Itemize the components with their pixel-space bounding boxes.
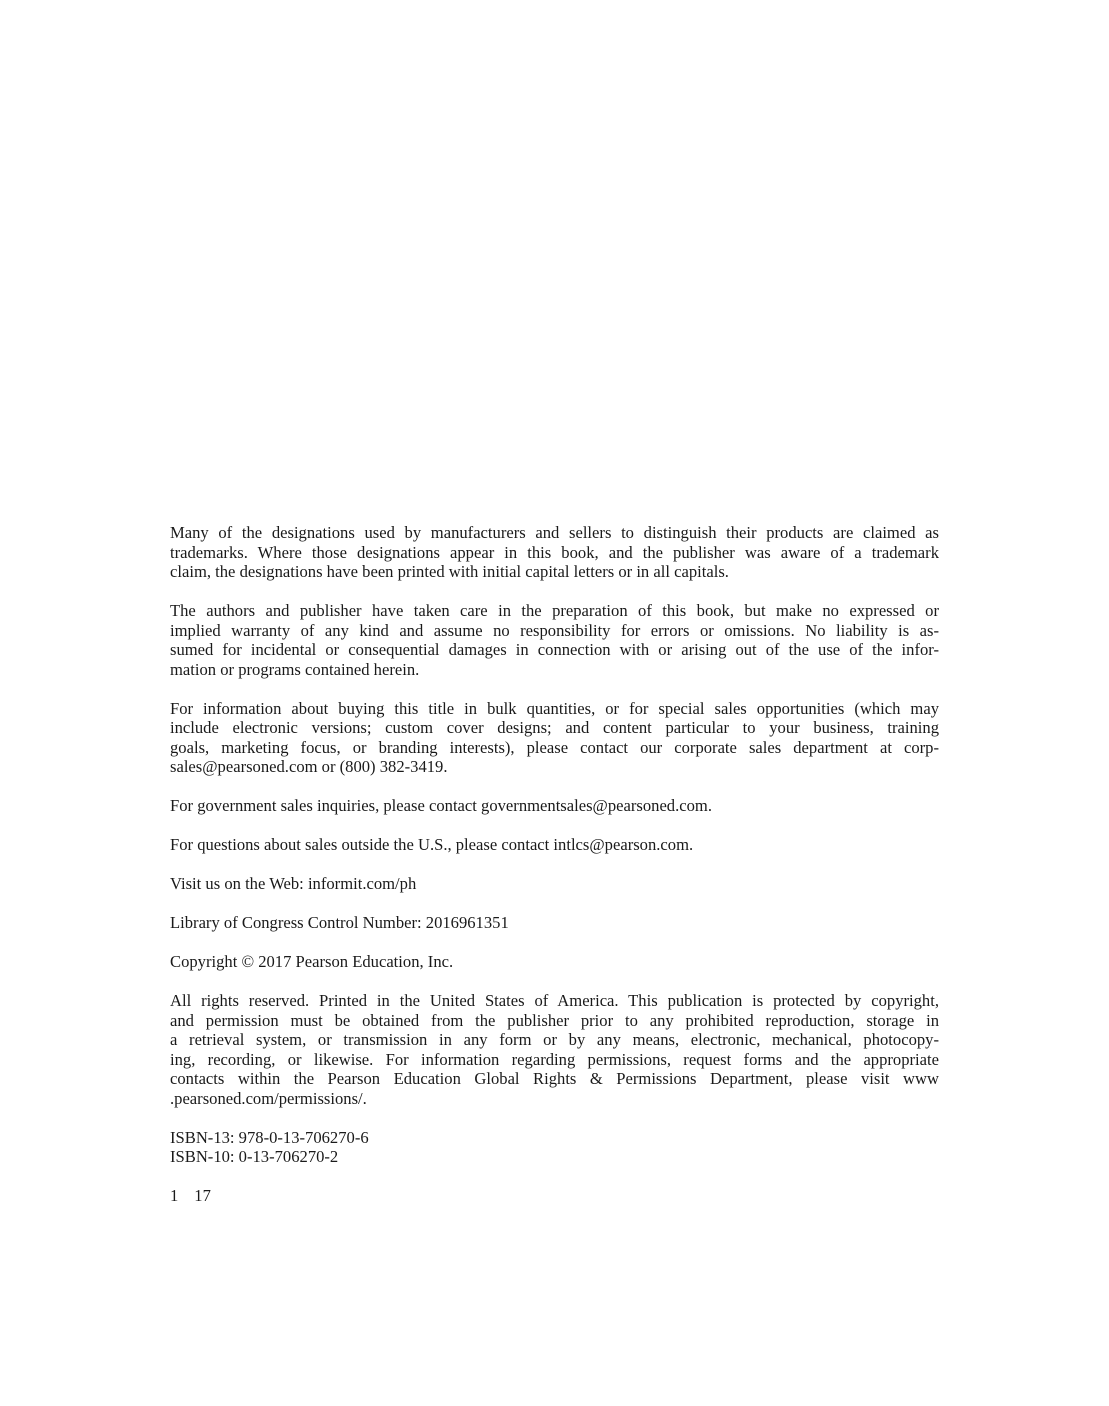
- rights-reserved-notice: [170, 991, 939, 1108]
- text-line: include electronic versions; custom cover designs; and content particular to your business, training: [170, 718, 939, 737]
- text-line: sales@pearsoned.com or (800) 382-3419.: [170, 757, 448, 776]
- text-line: sumed for incidental or consequential damages in connection with or arising out of the use of the infor-: [170, 640, 939, 659]
- text-line: .pearsoned.com/permissions/.: [170, 1088, 367, 1108]
- trademark-notice: [170, 523, 939, 582]
- text-line: implied warranty of any kind and assume no responsibility for errors or omissions. No liability is as-: [170, 620, 939, 640]
- international-sales-contact: For questions about sales outside the U.S., please contact intlcs@pearson.com.: [170, 835, 694, 854]
- isbn13-line: ISBN-13: 978-0-13-706270-6: [170, 1127, 369, 1147]
- copyright-line: Copyright © 2017 Pearson Education, Inc.: [170, 952, 454, 971]
- text-line: a retrieval system, or transmission in any form or by any means, electronic, mechanical, photocopy-: [170, 1030, 939, 1049]
- copyright-page-block: [170, 523, 939, 1225]
- lccn-line: Library of Congress Control Number: 2016961351: [170, 913, 509, 932]
- text-line: Many of the designations used by manufacturers and sellers to distinguish their products are claimed as: [170, 523, 939, 542]
- text-line: contacts within the Pearson Education Global Rights & Permissions Department, please visit www: [170, 1069, 939, 1088]
- text-line: claim, the designations have been printed with initial capital letters or in all capitals.: [170, 562, 729, 581]
- text-line: For information about buying this title in bulk quantities, or for special sales opportunities (which may: [170, 698, 939, 718]
- warranty-disclaimer: [170, 601, 939, 679]
- printing-line: [170, 1186, 939, 1206]
- text-line: and permission must be obtained from the publisher prior to any prohibited reproduction, storage in: [170, 1010, 939, 1030]
- isbn10-line: ISBN-10: 0-13-706270-2: [170, 1147, 339, 1166]
- text-line: All rights reserved. Printed in the United States of America. This publication is protected by copyright,: [170, 991, 939, 1010]
- website-line: Visit us on the Web: informit.com/ph: [170, 874, 417, 893]
- text-line: goals, marketing focus, or branding interests), please contact our corporate sales department at corp-: [170, 737, 939, 757]
- text-line: ing, recording, or likewise. For information regarding permissions, request forms and the appropriate: [170, 1049, 939, 1069]
- text-line: mation or programs contained herein.: [170, 659, 420, 679]
- government-sales-contact: For government sales inquiries, please contact governmentsales@pearsoned.com.: [170, 796, 712, 815]
- bulk-sales-info: [170, 699, 939, 777]
- text-line: The authors and publisher have taken care in the preparation of this book, but make no expressed or: [170, 601, 939, 620]
- text-line: trademarks. Where those designations appear in this book, and the publisher was aware of a trademark: [170, 542, 939, 562]
- printing-year: 17: [194, 1186, 211, 1205]
- printing-number: 1: [170, 1186, 179, 1205]
